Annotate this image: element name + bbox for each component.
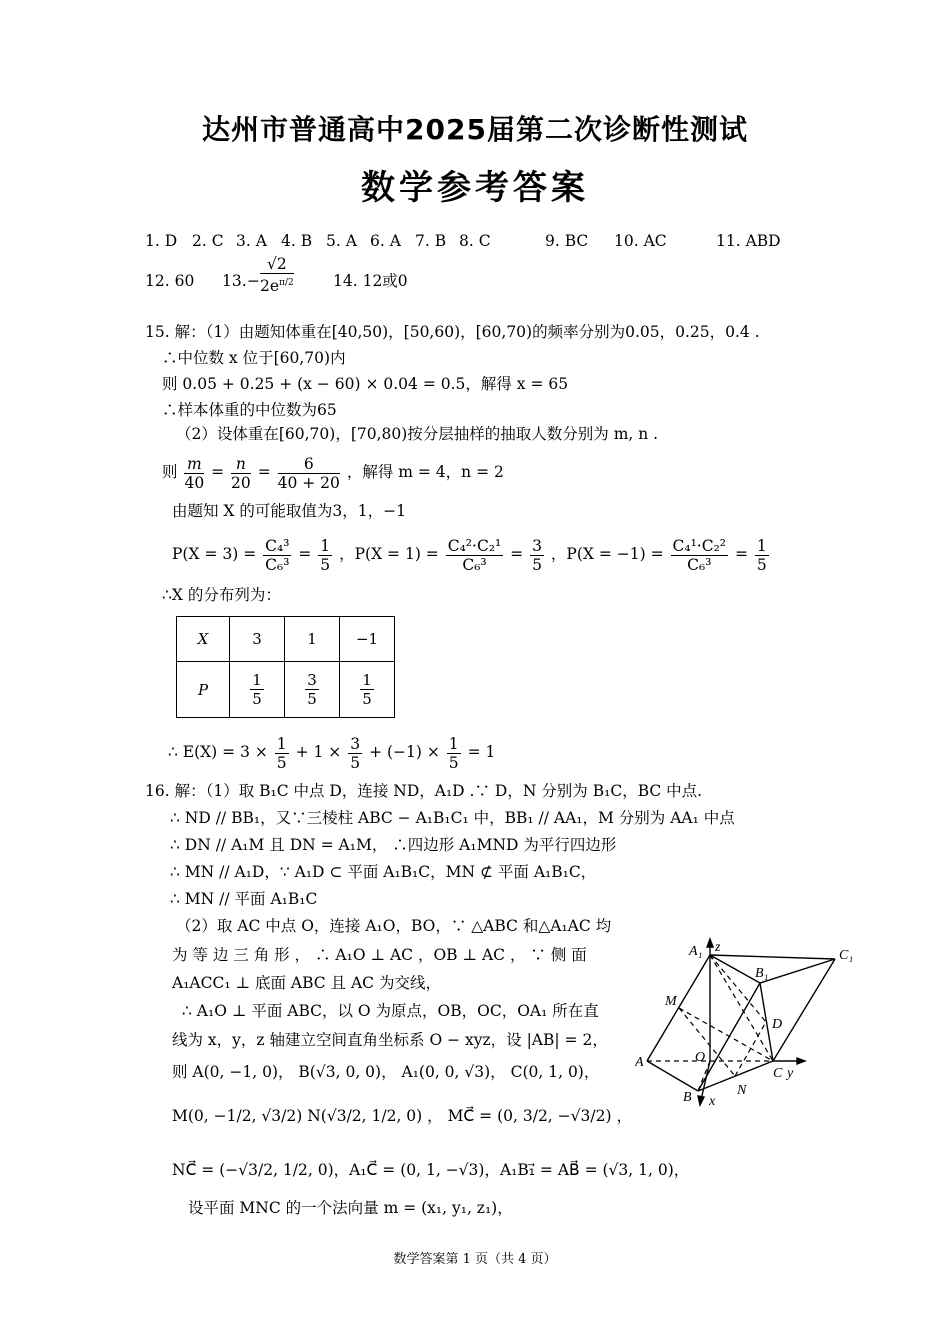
answer-11: 11. ABD: [716, 232, 781, 250]
edge-a1b1: [710, 955, 760, 983]
table-cell: 1: [285, 617, 340, 662]
frac-n-20-num: n: [231, 455, 251, 474]
answer-4: 4. B: [281, 232, 313, 250]
answer-1: 1. D: [145, 232, 178, 250]
p3-lhs: P(X = 3) =: [172, 545, 257, 563]
exp-result: = 1: [467, 743, 496, 761]
answer-13-num: √2: [260, 255, 294, 274]
exp-f2-num: 3: [350, 734, 361, 753]
axis-z-arrow: [707, 939, 713, 947]
frac-6-60-num: 6: [278, 455, 340, 474]
edge-a1c1: [710, 955, 835, 959]
pm1-value: [755, 537, 769, 574]
answer-2: 2. C: [192, 232, 224, 250]
pm1-lhs: ，P(X = −1) =: [550, 545, 664, 563]
answer-13-den: [260, 274, 294, 295]
q16-line-13: NC⃗ = (−√3/2, 1/2, 0)，A₁C⃗ = (0, 1, −√3)，A₁B₁⃗ = AB⃗ = (√3, 1, 0)，: [172, 1161, 690, 1179]
edge-nd-hidden: [735, 1022, 766, 1076]
prism-figure: [635, 935, 865, 1115]
q16-line-7: 为 等 边 三 角 形 ， ∴ A₁O ⊥ AC ，OB ⊥ AC ， ∵ 侧 面: [172, 946, 587, 964]
label-a1: A₁: [689, 944, 703, 959]
p-num: 3: [307, 671, 317, 689]
q16-line-5: ∴ MN // 平面 A₁B₁C: [170, 890, 318, 908]
q16-line-2: ∴ ND // BB₁，又∵三棱柱 ABC − A₁B₁C₁ 中，BB₁ // AA₁，M 分别为 AA₁ 中点: [170, 809, 735, 827]
table-cell: [340, 662, 395, 718]
axis-x-arrow: [698, 1096, 704, 1105]
answer-13-fraction: [260, 255, 294, 295]
table-cell: −1: [340, 617, 395, 662]
p3-value-den: 5: [320, 555, 331, 574]
p1-frac: [446, 537, 504, 574]
label-y: y: [787, 1066, 794, 1081]
q15-line-3: 则 0.05 + 0.25 + (x − 60) × 0.04 = 0.5，解得 x = 65: [162, 375, 569, 393]
q15-line-2: ∴中位数 x 位于[60,70)内: [162, 349, 346, 367]
exp-f3-num: 1: [448, 734, 459, 753]
label-a: A: [635, 1055, 644, 1070]
table-header-p: P: [177, 662, 230, 718]
frac-n-20: [231, 455, 251, 492]
pm1-value-num: 1: [756, 536, 767, 555]
p1-value-num: 3: [532, 536, 542, 555]
expectation-line: [168, 730, 495, 774]
q16-line-12: M(0, −1/2, √3/2) N(√3/2, 1/2, 0) ， MC⃗ = (0, 3/2, −√3/2) ，: [172, 1107, 632, 1125]
table-cell: 3: [230, 617, 285, 662]
p1-den: C₆³: [462, 555, 487, 574]
label-d: D: [772, 1017, 783, 1032]
exp-f2-den: 5: [350, 753, 361, 772]
label-b: B: [683, 1090, 692, 1105]
table-cell: [285, 662, 340, 718]
exp-frac-3: [447, 735, 461, 772]
page-title: 达州市普通高中2025届第二次诊断性测试: [202, 113, 748, 146]
q16-line-9: ∴ A₁O ⊥ 平面 ABC，以 O 为原点，OB，OC，OA₁ 所在直: [182, 1002, 599, 1020]
q15-ratio-result: ，解得 m = 4，n = 2: [346, 463, 504, 481]
frac-6-60: [278, 455, 340, 492]
p1-lhs: ，P(X = 1) =: [339, 545, 439, 563]
p3-frac: [263, 537, 291, 574]
p1-num: C₄²·C₂¹: [447, 536, 502, 555]
p-den: 5: [362, 690, 372, 708]
q16-line-10: 线为 x，y，z 轴建立空间直角坐标系 O − xyz，设 |AB| = 2，: [172, 1031, 608, 1049]
exp-f1-den: 5: [276, 753, 287, 772]
exp-f3-den: 5: [448, 753, 459, 772]
p1-value: [530, 537, 544, 574]
p-den: 5: [307, 690, 317, 708]
answer-12: 12. 60: [145, 272, 195, 290]
edge-cc1: [773, 959, 835, 1061]
answer-14: 14. 12或0: [333, 272, 408, 290]
answer-13-sign: −: [247, 272, 260, 290]
q15-prob-line: P(X = 3) = $\frac{\text{C₄³}}{\text{C₆³}}$ = $\frac{1}{5}$ ，P(X = 1) = $\frac{\text{C₄²·C₂¹}}{\text{C₆³}}$ = $\frac{3}{5}$ ，P(X = −1) = $\frac{\text{C₄¹·C₂²}}{\text{C₆³}}$ = $\frac{1}{5}$: [172, 536, 767, 574]
answer-8: 8. C: [459, 232, 491, 250]
label-z: z: [715, 940, 721, 955]
exp-frac-2: [348, 735, 362, 772]
q15-ratio-prefix: 则: [162, 463, 178, 481]
exp-plus-a: + 1 ×: [295, 743, 342, 761]
label-b1: B₁: [755, 966, 769, 981]
q16-line-14: 设平面 MNC 的一个法向量 m = (x₁, y₁, z₁)，: [188, 1199, 513, 1217]
table-header-x: X: [177, 617, 230, 662]
p3-den: C₆³: [265, 555, 290, 574]
p-den: 5: [252, 690, 262, 708]
pm1-frac: [671, 537, 729, 574]
q15-line-7: 由题知 X 的可能取值为3，1，−1: [172, 502, 406, 520]
q16-line-8: A₁ACC₁ ⊥ 底面 ABC 且 AC 为交线，: [172, 974, 441, 992]
q15-line-1: 15. 解：（1）由题知体重在[40,50)，[50,60)，[60,70)的频率分别为0.05，0.25，0.4 .: [145, 323, 760, 341]
answer-3: 3. A: [236, 232, 267, 250]
edge-ab: [647, 1061, 698, 1091]
q16-line-4: ∴ MN // A₁D，∵ A₁D ⊂ 平面 A₁B₁C，MN ⊄ 平面 A₁B₁C，: [170, 863, 597, 881]
label-n: N: [737, 1083, 747, 1098]
answer-6: 6. A: [370, 232, 401, 250]
table-row: [177, 617, 395, 662]
answer-13-den-base: 2e: [260, 277, 280, 296]
answer-5: 5. A: [326, 232, 357, 250]
p-num: 1: [252, 671, 262, 689]
pm1-num: C₄¹·C₂²: [672, 536, 727, 555]
p1-value-den: 5: [532, 555, 542, 574]
frac-6-60-den: 40 + 20: [277, 473, 340, 492]
exp-f1-num: 1: [276, 734, 287, 753]
q15-line-9: ∴X 的分布列为：: [162, 586, 281, 604]
answer-7: 7. B: [415, 232, 447, 250]
answer-13-exp: π/2: [279, 278, 294, 288]
frac-m-40: [184, 455, 204, 492]
p3-num: C₄³: [265, 536, 290, 555]
q16-line-6: （2）取 AC 中点 O，连接 A₁O，BO，∵ △ABC 和△A₁AC 均: [176, 917, 612, 935]
label-m: M: [665, 994, 677, 1009]
table-row: [177, 662, 395, 718]
label-x: x: [709, 1094, 716, 1109]
q15-line-4: ∴样本体重的中位数为65: [162, 401, 337, 419]
exp-plus-b: + (−1) ×: [369, 743, 440, 761]
label-o: O: [695, 1050, 706, 1065]
q16-line-11: 则 A(0, −1, 0)， B(√3, 0, 0)， A₁(0, 0, √3)， C(0, 1, 0)，: [172, 1063, 600, 1081]
exp-lhs: ∴ E(X) = 3 ×: [168, 743, 268, 761]
page-subtitle: 数学参考答案: [361, 168, 589, 208]
p3-value-num: 1: [320, 536, 331, 555]
q15-line-5: （2）设体重在[60,70)，[70,80)按分层抽样的抽取人数分别为 m, n .: [176, 425, 659, 443]
edge-b1c1: [760, 959, 835, 983]
q16-line-3: ∴ DN // A₁M 且 DN = A₁M， ∴四边形 A₁MND 为平行四边形: [170, 836, 617, 854]
frac-m-40-num: m: [184, 455, 204, 474]
pm1-value-den: 5: [756, 555, 767, 574]
frac-m-40-den: 40: [184, 473, 205, 492]
label-c1: C₁: [839, 948, 854, 963]
axis-y-arrow: [797, 1058, 805, 1064]
p3-eq: =: [298, 545, 312, 563]
p3-value: [318, 537, 332, 574]
table-cell: [230, 662, 285, 718]
q15-ratio-line: 则 $\frac{m}{40}$ = $\frac{n}{20}$ = $\frac{6}{40 + 20}$ ，解得 m = 4，n = 2: [162, 454, 504, 492]
answer-9: 9. BC: [545, 232, 589, 250]
frac-n-20-den: 20: [231, 473, 251, 492]
exp-frac-1: [275, 735, 289, 772]
answer-13-label: 13.: [222, 272, 247, 290]
page-footer: 数学答案第 1 页（共 4 页）: [393, 1252, 557, 1267]
label-c: C: [773, 1066, 783, 1081]
q16-line-1: 16. 解：（1）取 B₁C 中点 D，连接 ND，A₁D .∵ D，N 分别为 B₁C，BC 中点.: [145, 782, 703, 800]
p-num: 1: [362, 671, 372, 689]
pm1-den: C₆³: [687, 555, 712, 574]
edge-a1a: [647, 955, 710, 1061]
distribution-table: [176, 616, 395, 718]
answer-10: 10. AC: [614, 232, 667, 250]
